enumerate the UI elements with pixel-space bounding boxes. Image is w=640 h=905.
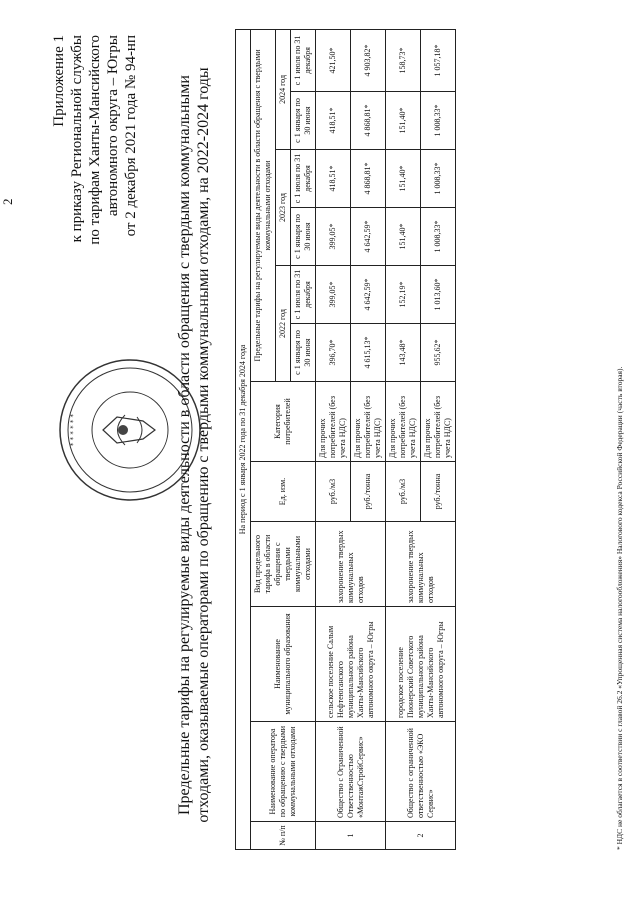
cell-category: Для прочих потребителей (без учета НДС) [316,382,351,462]
cell-category: Для прочих потребителей (без учета НДС) [421,382,456,462]
page-number: 2 [0,198,15,205]
annex-line: Приложение 1 [51,35,67,127]
cell-value: 4 642,59* [351,208,386,266]
cell-unit: руб./м3 [386,462,421,522]
cell-value: 151,40* [386,150,421,208]
cell-value: 1 008,33* [421,92,456,150]
header-tariffs: Предельные тарифы на регулируемые виды деятельности в области обращения с твердыми коммунальными отходами [251,29,276,381]
header-half: с 1 января по 30 июня [291,324,316,382]
cell-unit: руб./тонна [421,462,456,522]
header-municipality: Наименование муниципального образования [251,607,316,722]
cell-value: 955,62* [421,324,456,382]
cell-category: Для прочих потребителей (без учета НДС) [351,382,386,462]
annex-heading [50,35,140,465]
table-row [386,29,421,849]
header-no: № п/п [251,822,316,850]
header-activity: Вид предельного тарифа в области обращения с твердыми коммунальными отходами [251,522,316,607]
footnote: * НДС не облагается в соответствии с главой 26.2 «Упрощенная система налогообложения» Налогового кодекса Российской Федерации (часть вторая). [615,366,624,850]
header-half: с 1 июля по 31 декабря [291,150,316,208]
cell-value: 1 008,33* [421,150,456,208]
tariff-table [235,29,456,850]
period-header: На период с 1 января 2022 года по 31 декабря 2024 года [236,29,251,849]
header-unit: Ед. изм. [251,462,316,522]
annex-line: по тарифам Ханты-Мансийского [87,35,103,245]
header-year: 2022 год [276,266,291,382]
cell-value: 399,05* [316,266,351,324]
cell-municipality: сельское поселение Салым Нефтеюганского муниципального района Ханты-Мансийского автономного округа – Югры [316,607,386,722]
cell-municipality: городское поселение Пионерский Советского муниципального района Ханты-Мансийского автономного округа – Югры [386,607,456,722]
cell-value: 152,19* [386,266,421,324]
cell-operator: Общество с ограниченной ответственностью «ЭКО Сервис» [386,722,456,822]
header-year: 2023 год [276,150,291,266]
cell-value: 4 615,13* [351,324,386,382]
cell-value: 143,48* [386,324,421,382]
cell-value: 396,70* [316,324,351,382]
cell-value: 421,50* [316,29,351,91]
header-half: с 1 января по 30 июня [291,208,316,266]
annex-line: от 2 декабря 2021 года № 94-нп [123,35,139,237]
document-title: Предельные тарифы на регулируемые виды деятельности в области обращения с твердыми коммунальными отходами, оказываемые операторами по обращению с твердыми коммунальными отходами, на 2022-2024 годы [176,67,212,823]
cell-value: 4 868,81* [351,92,386,150]
header-half: с 1 июля по 31 декабря [291,266,316,324]
cell-value: 4 903,82* [351,29,386,91]
cell-value: 151,40* [386,92,421,150]
cell-value: 151,40* [386,208,421,266]
cell-unit: руб./м3 [316,462,351,522]
table-row [316,29,351,849]
cell-value: 399,05* [316,208,351,266]
header-half: с 1 июля по 31 декабря [291,29,316,91]
cell-no: 2 [386,822,456,850]
header-half: с 1 января по 30 июня [291,92,316,150]
cell-activity: захоронение твердых коммунальных отходов [386,522,456,607]
cell-value: 1 013,60* [421,266,456,324]
svg-text:* * * * * *: * * * * * * [69,413,77,447]
cell-value: 418,51* [316,150,351,208]
cell-operator: Общество с Ограниченной Ответственностью «МонтажСтройСервис» [316,722,386,822]
cell-value: 158,73* [386,29,421,91]
header-year: 2024 год [276,29,291,149]
cell-activity: захоронение твердых коммунальных отходов [316,522,386,607]
header-category: Категория потребителей [251,382,316,462]
cell-value: 1 057,18* [421,29,456,91]
annex-line: автономного округа – Югры [105,35,121,217]
cell-category: Для прочих потребителей (без учета НДС) [386,382,421,462]
cell-unit: руб./тонна [351,462,386,522]
annex-line: к приказу Региональной службы [69,35,85,243]
cell-value: 4 642,59* [351,266,386,324]
cell-value: 1 008,33* [421,208,456,266]
header-operator: Наименование оператора по обращению с твердыми коммунальными отходами [251,722,316,822]
cell-value: 4 868,81* [351,150,386,208]
cell-no: 1 [316,822,386,850]
cell-value: 418,51* [316,92,351,150]
